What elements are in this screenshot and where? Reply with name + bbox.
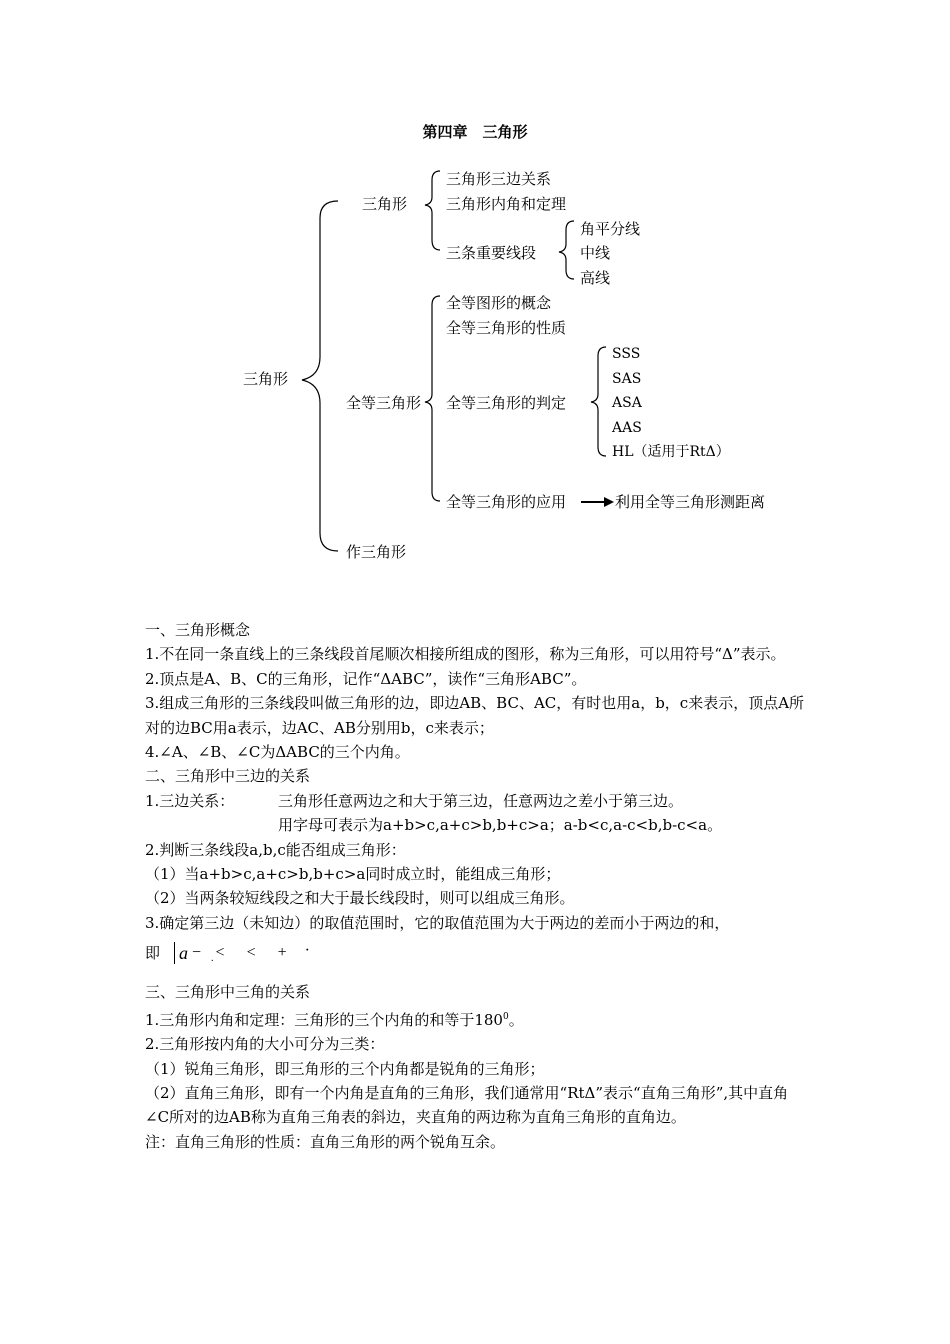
formula-a: a — [179, 943, 189, 964]
range-formula — [145, 938, 810, 968]
application-arrow — [581, 497, 614, 507]
tree-b2-item: 全等三角形的性质 — [446, 319, 567, 337]
angle-sum-end: 。 — [508, 1010, 524, 1029]
abs-bar — [174, 942, 175, 964]
paragraph: 3.确定第三边（未知边）的取值范围时，它的取值范围为大于两边的差而小于两边的和， — [145, 913, 730, 932]
formula-dot: · — [304, 942, 310, 960]
paragraph: 用字母可表示为a+b>c,a+c>b,b+c>a；a-b<c,a-c<b,b-c<a。 — [278, 816, 723, 835]
tree-criterion: SSS — [612, 346, 641, 362]
tree-criterion: SAS — [612, 371, 642, 387]
formula-lt: < — [246, 944, 256, 962]
tree-segment: 角平分线 — [580, 220, 641, 238]
tree-criterion: HL（适用于RtΔ） — [612, 444, 730, 460]
tree-segment: 中线 — [580, 244, 611, 262]
tree-b1-item: 三角形内角和定理 — [446, 195, 567, 213]
paragraph: 2.判断三条线段a,b,c能否组成三角形： — [145, 840, 406, 859]
tree-segment: 高线 — [580, 269, 611, 287]
paragraph: 2.顶点是A、B、C的三角形，记作“ΔABC”，读作“三角形ABC”。 — [145, 669, 587, 688]
tree-criterion: ASA — [612, 395, 642, 411]
tree-criterion: AAS — [612, 420, 642, 436]
formula-plus: + — [277, 944, 287, 962]
tree-b1-label: 三角形 — [362, 195, 408, 213]
tree-b1-item: 三角形三边关系 — [446, 170, 552, 188]
formula-lt: < — [215, 944, 225, 962]
paragraph — [145, 1005, 810, 1032]
tree-application: 利用全等三角形测距离 — [615, 493, 766, 511]
b1-brace — [425, 171, 440, 250]
degree-sup: 0 — [502, 1011, 509, 1022]
side-relation-row — [145, 789, 810, 813]
paragraph: （2）当两条较短线段之和大于最长线段时，则可以组成三角形。 — [145, 889, 575, 908]
formula-minus: − — [192, 944, 202, 962]
section-heading: 三、三角形中三角的关系 — [145, 983, 311, 1002]
side-relation-text: 三角形任意两边之和大于第三边，任意两边之差小于第三边。 — [278, 791, 684, 810]
b2-brace — [425, 296, 440, 501]
note: 注：直角三角形的性质：直角三角形的两个锐角互余。 — [145, 1132, 506, 1151]
tree-b2-item: 全等三角形的应用 — [446, 493, 567, 511]
paragraph: （1）锐角三角形，即三角形的三个内角都是锐角的三角形； — [145, 1059, 545, 1078]
section-heading: 二、三角形中三边的关系 — [145, 767, 311, 786]
tree-b2-item: 全等图形的概念 — [446, 294, 552, 312]
paragraph: （2）直角三角形，即有一个内角是直角的三角形，我们通常用“RtΔ”表示“直角三角形”,其中直角∠C所对的边AB称为直角三角表的斜边，夹直角的两边称为直角三角形的直角边。 — [145, 1083, 789, 1127]
formula-lead: 即 — [145, 944, 161, 963]
section-heading: 一、三角形概念 — [145, 621, 251, 639]
paragraph: 4.∠A、∠B、∠C为ΔABC的三个内角。 — [145, 743, 410, 762]
formula-dot: . — [211, 953, 214, 965]
tree-b2-label: 全等三角形 — [346, 394, 422, 412]
tree-b1-item: 三条重要线段 — [446, 244, 537, 262]
tree-b3-label: 作三角形 — [346, 543, 407, 561]
paragraph: 3.组成三角形的三条线段叫做三角形的边，即边AB、BC、AC，有时也用a，b，c来表示，顶点A所对的边BC用a表示，边AC、AB分别用b，c来表示； — [145, 694, 805, 737]
paragraph: 2.三角形按内角的大小可分为三类： — [145, 1035, 385, 1054]
tree-root: 三角形 — [243, 370, 289, 388]
body-text — [145, 618, 810, 1154]
paragraph: 1.不在同一条直线上的三条线段首尾顺次相接所组成的图形，称为三角形，可以用符号“Δ”表示。 — [145, 645, 786, 664]
segments-brace — [559, 221, 574, 279]
paragraph: （1）当a+b>c,a+c>b,b+c>a同时成立时，能组成三角形； — [145, 865, 561, 884]
side-relation-label: 1.三边关系： — [145, 791, 235, 810]
tree-b2-item: 全等三角形的判定 — [446, 394, 567, 412]
criteria-brace — [591, 347, 606, 456]
angle-sum-text: 1.三角形内角和定理：三角形的三个内角的和等于180 — [145, 1010, 503, 1029]
page-title: 第四章 三角形 — [422, 123, 528, 141]
root-brace — [302, 201, 338, 551]
